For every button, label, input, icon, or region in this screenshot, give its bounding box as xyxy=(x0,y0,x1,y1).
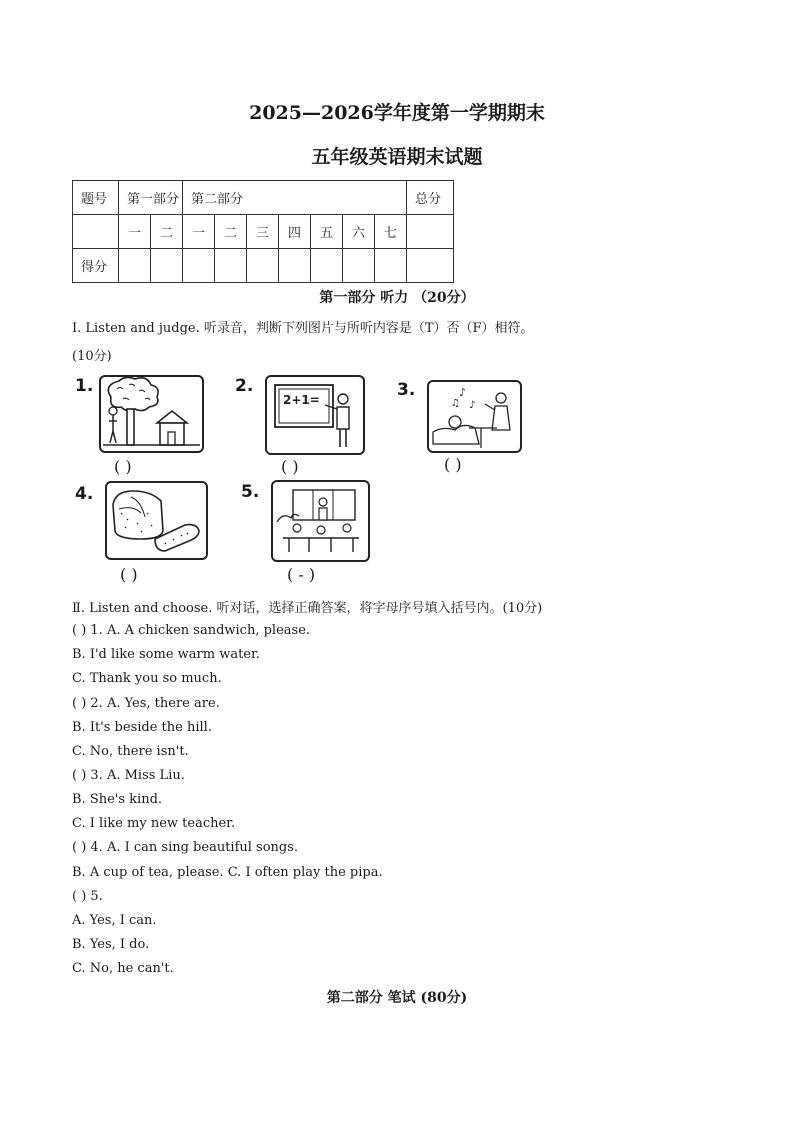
section1-points: (10分) xyxy=(72,349,112,364)
score-cell-blank[interactable] xyxy=(311,249,343,283)
score-cell-section: 七 xyxy=(375,215,407,249)
answer-parentheses[interactable]: ( ) xyxy=(281,457,299,476)
score-cell-blank[interactable] xyxy=(151,249,183,283)
score-table-score-row xyxy=(73,249,454,283)
part2-heading: 第二部分 笔试 (80分) xyxy=(326,990,468,1006)
singing-music-icon xyxy=(429,382,520,451)
blackboard-text: 2+1= xyxy=(283,393,320,407)
score-cell-part2: 第二部分 xyxy=(183,181,407,215)
exam-title-year: 2025—2026学年度第一学期期末 xyxy=(249,102,545,124)
question-line: A. Yes, I can. xyxy=(72,913,157,928)
score-cell-blank[interactable] xyxy=(343,249,375,283)
score-cell-section: 五 xyxy=(311,215,343,249)
question-line: ( ) 2. A. Yes, there are. xyxy=(72,696,220,711)
score-cell-score-label: 得分 xyxy=(73,249,119,283)
picture-4-bread-icon xyxy=(105,481,208,560)
picture-number: 1. xyxy=(75,376,94,396)
question-line: B. It's beside the hill. xyxy=(72,720,212,735)
question-line: C. Thank you so much. xyxy=(72,671,222,686)
score-cell-blank[interactable] xyxy=(215,249,247,283)
picture-1-tree-house-icon xyxy=(99,375,204,453)
classroom-icon xyxy=(273,482,368,560)
answer-parentheses[interactable]: ( ) xyxy=(114,457,132,476)
score-cell-blank[interactable] xyxy=(407,249,454,283)
bread-icon xyxy=(107,483,206,558)
score-cell-section: 一 xyxy=(119,215,151,249)
picture-2-teacher-icon xyxy=(265,375,365,455)
question-line: ( ) 3. A. Miss Liu. xyxy=(72,768,185,783)
score-cell-empty xyxy=(73,215,119,249)
section2-instruction: Ⅱ. Listen and choose. 听对话，选择正确答案，将字母序号填入括号内。(10分) xyxy=(72,601,543,616)
music-note-icon: ♫ xyxy=(451,398,460,409)
score-cell-section: 六 xyxy=(343,215,375,249)
section1-instruction: Ⅰ. Listen and judge. 听录音，判断下列图片与所听内容是（T）否（F）相符。 xyxy=(72,321,534,336)
score-cell-blank[interactable] xyxy=(119,249,151,283)
picture-number: 4. xyxy=(75,484,94,504)
picture-number: 3. xyxy=(397,380,416,400)
question-line: ( ) 4. A. I can sing beautiful songs. xyxy=(72,840,299,855)
answer-parentheses[interactable]: ( ) xyxy=(444,455,462,474)
picture-5-classroom-icon xyxy=(271,480,370,562)
music-note-icon: ♪ xyxy=(459,386,467,399)
answer-parentheses[interactable]: ( - ) xyxy=(287,565,316,584)
score-cell-part1: 第一部分 xyxy=(119,181,183,215)
score-cell-blank[interactable] xyxy=(183,249,215,283)
score-cell-total: 总分 xyxy=(407,181,454,215)
score-cell-section: 一 xyxy=(183,215,215,249)
score-table-section-row xyxy=(73,215,454,249)
picture-3-music-icon xyxy=(427,380,522,453)
score-cell-blank[interactable] xyxy=(247,249,279,283)
question-line: B. She's kind. xyxy=(72,792,163,807)
question-line: ( ) 1. A. A chicken sandwich, please. xyxy=(72,623,311,638)
question-line: C. No, there isn't. xyxy=(72,744,189,759)
score-cell-section: 二 xyxy=(215,215,247,249)
question-line: B. I'd like some warm water. xyxy=(72,647,260,662)
picture-number: 2. xyxy=(235,376,254,396)
score-cell-section: 四 xyxy=(279,215,311,249)
tree-house-icon xyxy=(101,377,202,451)
score-table xyxy=(72,180,454,283)
question-line: B. A cup of tea, please. C. I often play the pipa. xyxy=(72,865,383,880)
music-note-icon: ♪ xyxy=(469,400,476,411)
question-line: C. I like my new teacher. xyxy=(72,816,236,831)
score-cell-blank[interactable] xyxy=(279,249,311,283)
score-cell-blank[interactable] xyxy=(375,249,407,283)
score-cell-section: 三 xyxy=(247,215,279,249)
question-line: ( ) 5. xyxy=(72,889,103,904)
score-table-header-row xyxy=(73,181,454,215)
score-cell-empty xyxy=(407,215,454,249)
score-cell-label: 题号 xyxy=(73,181,119,215)
question-line: C. No, he can't. xyxy=(72,961,174,976)
teacher-blackboard-icon xyxy=(267,377,363,453)
question-line: B. Yes, I do. xyxy=(72,937,150,952)
exam-title-subject: 五年级英语期末试题 xyxy=(311,146,483,168)
score-cell-section: 二 xyxy=(151,215,183,249)
part1-heading: 第一部分 听力 （20分） xyxy=(319,290,475,306)
answer-parentheses[interactable]: ( ) xyxy=(120,565,138,584)
picture-number: 5. xyxy=(241,482,260,502)
